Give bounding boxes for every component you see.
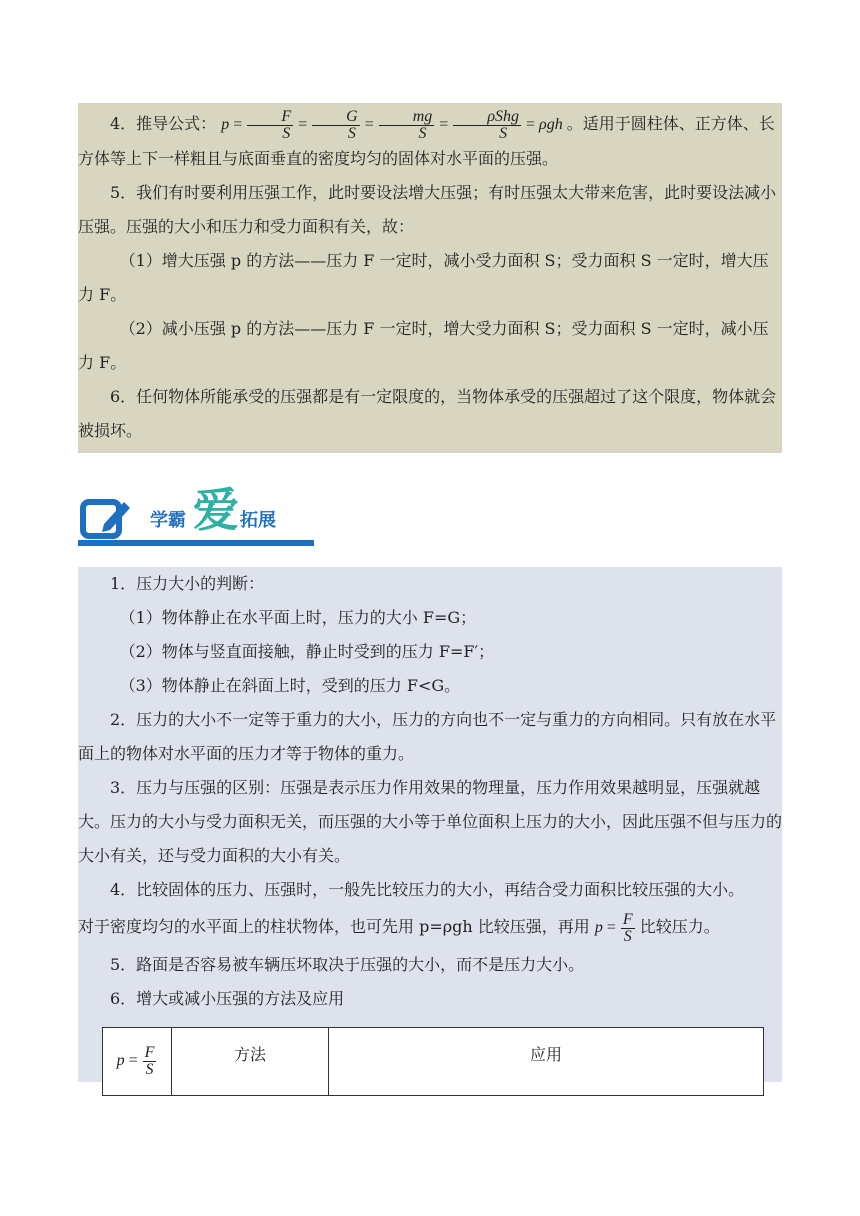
paragraph-force-vs-pressure: 3．压力与压强的区别：压强是表示压力作用效果的物理量，压力作用效果越明显，压强就越大。压力的大小与受力面积无关，而压强的大小等于单位面积上压力的大小，因此压强不但与压力的大小有关，还与受力面积的大小有关。 <box>78 778 783 865</box>
paragraph-increase-pressure: （1）增大压强 p 的方法——压力 F 一定时，减小受力面积 S；受力面积 S 一定时，增大压力 F。 <box>78 251 769 304</box>
paragraph-case-vertical: （2）物体与竖直面接触，静止时受到的压力 F=F′； <box>119 642 495 661</box>
banner-text-right: 拓展 <box>240 510 276 531</box>
table-header-application: 应用 <box>329 1028 764 1096</box>
frac-den: S <box>623 927 632 945</box>
table-header-formula: p = $\frac{F}{S}$ <box>103 1028 172 1096</box>
formula-eq-2: = <box>298 116 308 133</box>
paragraph-pressure-vs-gravity: 2．压力的大小不一定等于重力的大小，压力的方向也不一定与重力的方向相同。只有放在水平面上的物体对水平面的压力才等于物体的重力。 <box>78 710 777 763</box>
table-row <box>103 1028 764 1096</box>
fraction-mg-s <box>379 109 435 142</box>
paragraph-pressure-usage: 5．我们有时要利用压强工作，此时要设法增大压强；有时压强太大带来危害，此时要设法减小压强。压强的大小和压力和受力面积有关，故： <box>78 183 777 236</box>
formula-eq-3: = <box>364 116 374 133</box>
paragraph-case-incline: （3）物体静止在斜面上时，受到的压力 F<G。 <box>119 676 461 695</box>
frac-num: G <box>312 109 360 126</box>
frac-den: S <box>145 1061 154 1078</box>
paragraph-methods-title: 6．增大或减小压强的方法及应用 <box>110 989 345 1008</box>
pressure-formula <box>221 107 566 142</box>
table-header-method: 方法 <box>172 1028 329 1096</box>
formula-p: p <box>116 1052 125 1070</box>
frac-den: S <box>418 124 427 142</box>
fraction-rhoshg-s <box>453 109 521 142</box>
formula-rhogh: ρgh <box>539 116 563 133</box>
paragraph-road-damage: 5．路面是否容易被车辆压坏取决于压强的大小，而不是压力大小。 <box>110 955 585 974</box>
paragraph-derived-formula <box>78 107 782 176</box>
fraction-f-s <box>621 912 635 945</box>
compare-prefix: 对于密度均匀的水平面上的柱状物体，也可先用 p=ρgh 比较压强，再用 <box>78 917 590 936</box>
extension-section <box>78 567 782 1082</box>
edit-icon <box>80 496 130 540</box>
formula-p-f-s: p = $\frac{F}{S}$ <box>594 910 633 945</box>
compare-suffix: 比较压力。 <box>639 917 720 936</box>
paragraph-pressure-judgement: 1．压力大小的判断： <box>110 574 265 593</box>
paragraph-decrease-pressure: （2）减小压强 p 的方法——压力 F 一定时，增大受力面积 S；受力面积 S 一定时，减小压力 F。 <box>78 319 769 372</box>
formula-eq-4: = <box>439 116 449 133</box>
paragraph-compare-columns <box>78 907 782 948</box>
formula-p: p <box>594 919 603 936</box>
paragraph-compare-solids: 4．比较固体的压力、压强时，一般先比较压力的大小，再结合受力面积比较压强的大小。 <box>110 880 745 899</box>
banner-underline <box>78 540 314 546</box>
formula-applicability: 。适用于圆柱体、正方体、长方体等上下一样粗且与底面垂直的密度均匀的固体对水平面的压强。 <box>78 114 775 168</box>
frac-den: S <box>282 124 291 142</box>
fraction-f-s <box>247 109 293 142</box>
formula-intro: 4．推导公式： <box>110 114 217 133</box>
frac-num: ρShg <box>453 109 521 126</box>
banner-text-left: 学霸 <box>150 510 186 531</box>
fraction-g-s <box>312 109 360 142</box>
frac-num: mg <box>379 109 435 126</box>
frac-den: S <box>347 124 356 142</box>
paragraph-pressure-limit: 6．任何物体所能承受的压强都是有一定限度的，当物体承受的压强超过了这个限度，物体就会被损坏。 <box>78 387 777 440</box>
paragraph-case-horizontal: （1）物体静止在水平面上时，压力的大小 F=G； <box>119 608 477 627</box>
formula-eq-1: = <box>233 116 243 133</box>
formula-eq-5: = <box>526 116 536 133</box>
section-banner <box>78 474 314 549</box>
frac-num: F <box>247 109 293 126</box>
fraction-f-s <box>143 1045 157 1078</box>
frac-num: F <box>144 1044 155 1061</box>
frac-den: S <box>499 124 508 142</box>
banner-text-big: 爱 <box>193 483 239 537</box>
key-points-section <box>78 103 782 453</box>
frac-num: F <box>622 910 633 928</box>
methods-table <box>102 1027 764 1096</box>
formula-p: p <box>221 116 230 133</box>
